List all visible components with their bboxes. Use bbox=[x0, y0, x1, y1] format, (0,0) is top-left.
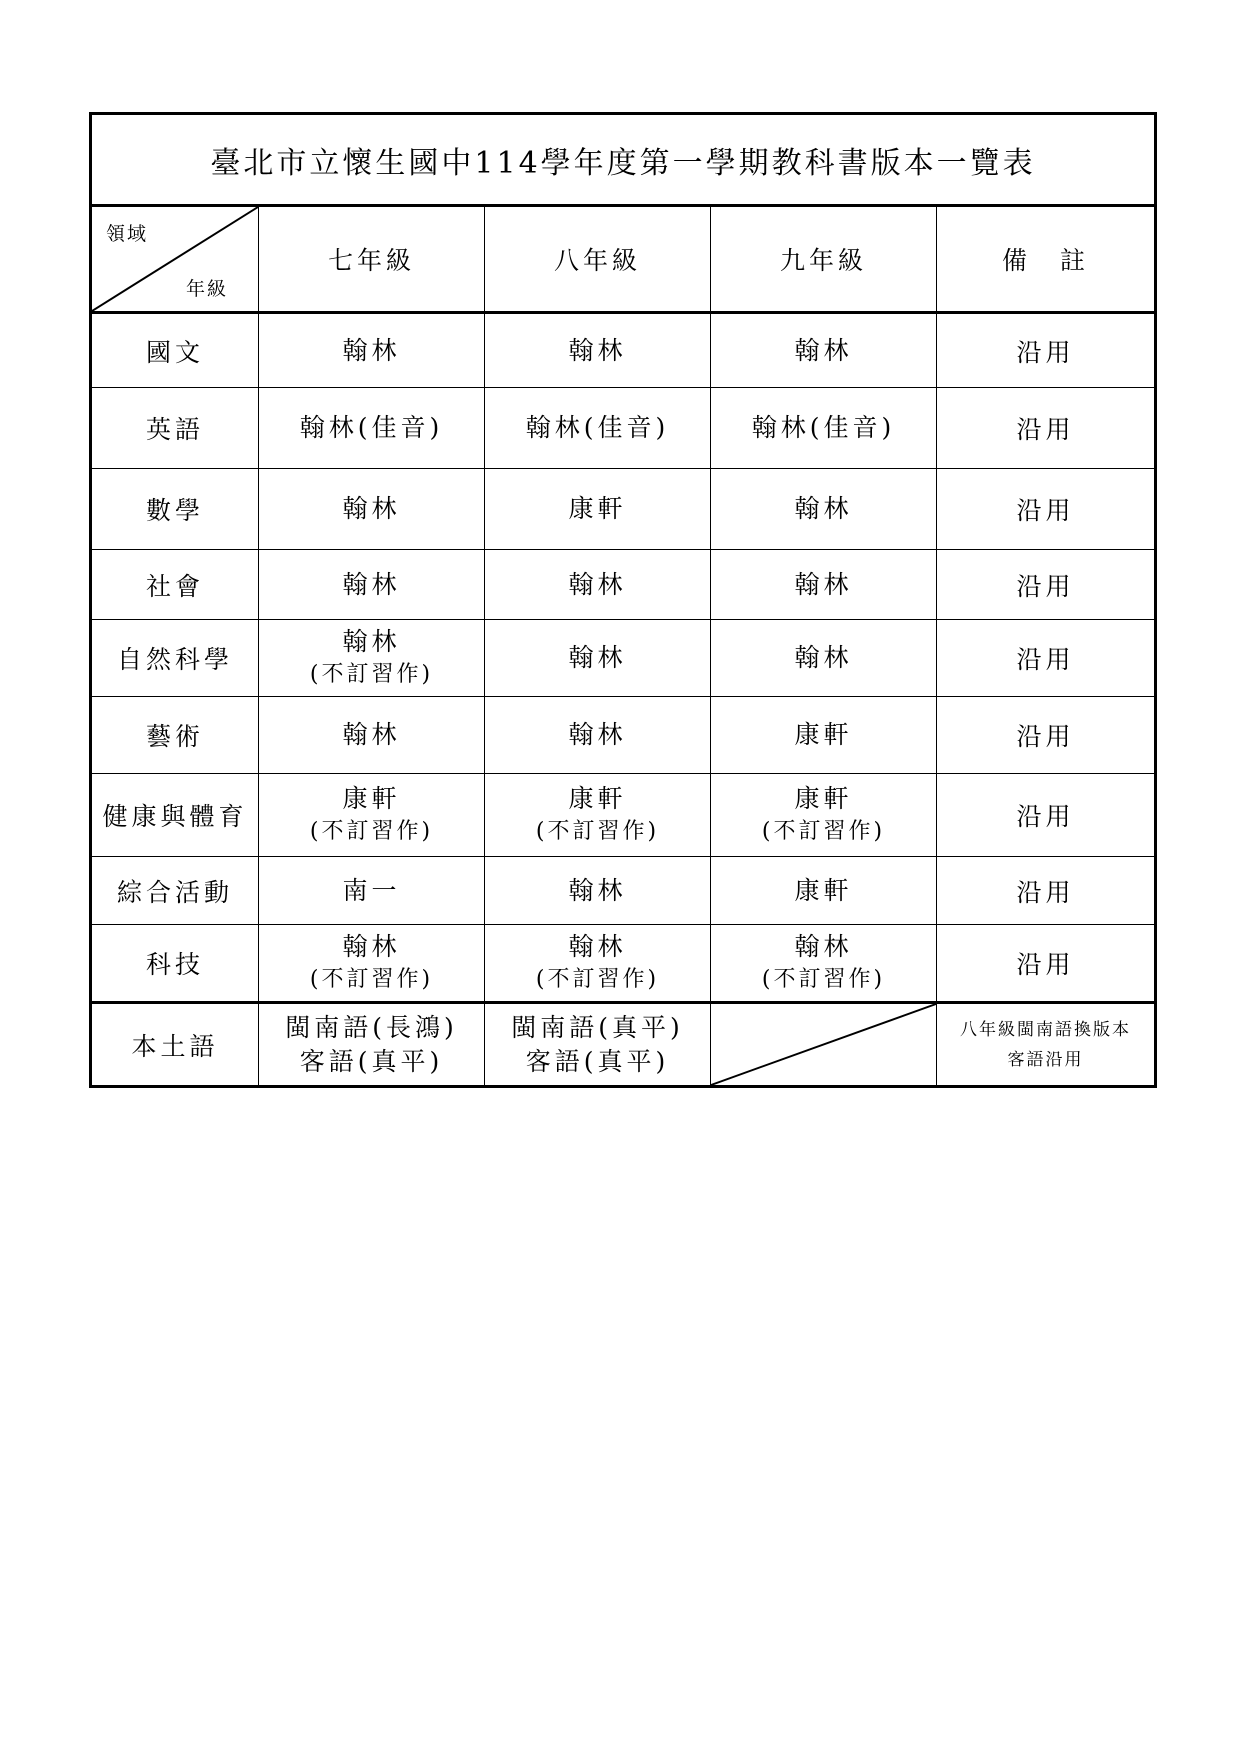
version-cell-g9 bbox=[711, 388, 937, 469]
table-row bbox=[91, 697, 1156, 774]
publisher-name: 翰林 bbox=[794, 569, 853, 599]
table-row bbox=[91, 313, 1156, 388]
empty-cell-grade-9 bbox=[711, 1003, 937, 1087]
header-grade-8: 八年級 bbox=[485, 206, 711, 313]
version-cell-g9 bbox=[711, 925, 937, 1003]
version-cell-g8 bbox=[485, 469, 711, 550]
table-row bbox=[91, 857, 1156, 925]
publisher-remark: (不訂習作) bbox=[535, 967, 660, 992]
subject-cell: 國文 bbox=[91, 313, 259, 388]
table-row bbox=[91, 388, 1156, 469]
version-cell-g8 bbox=[485, 620, 711, 697]
corner-label-grade: 年級 bbox=[185, 278, 228, 300]
header-grade-9: 九年級 bbox=[711, 206, 937, 313]
subject-cell: 數學 bbox=[91, 469, 259, 550]
publisher-name: 翰林(佳音) bbox=[751, 413, 896, 442]
note-cell: 沿用 bbox=[937, 469, 1156, 550]
table-row bbox=[91, 550, 1156, 620]
version-cell-g7 bbox=[259, 857, 485, 925]
publisher-name: 客語(真平) bbox=[525, 1046, 670, 1076]
publisher-name: 康軒 bbox=[794, 720, 853, 749]
publisher-remark: (不訂習作) bbox=[309, 662, 434, 687]
page-title: 臺北市立懷生國中114學年度第一學期教科書版本一覽表 bbox=[91, 114, 1156, 206]
version-cell-g7 bbox=[259, 620, 485, 697]
publisher-name: 翰林(佳音) bbox=[299, 413, 444, 442]
publisher-name: 翰林 bbox=[568, 643, 627, 672]
publisher-name: 翰林 bbox=[342, 932, 401, 961]
version-cell-g7 bbox=[259, 550, 485, 620]
publisher-name: 客語(真平) bbox=[299, 1046, 444, 1076]
table-row bbox=[91, 620, 1156, 697]
publisher-remark: (不訂習作) bbox=[309, 967, 434, 992]
version-cell-g8 bbox=[485, 1003, 711, 1087]
table-row bbox=[91, 925, 1156, 1003]
note-cell: 沿用 bbox=[937, 697, 1156, 774]
version-cell-g9 bbox=[711, 313, 937, 388]
note-cell: 沿用 bbox=[937, 620, 1156, 697]
version-cell-g7 bbox=[259, 697, 485, 774]
publisher-name: 閩南語(長鴻) bbox=[285, 1012, 458, 1042]
corner-header-cell bbox=[91, 206, 259, 313]
version-cell-g7 bbox=[259, 925, 485, 1003]
subject-cell: 綜合活動 bbox=[91, 857, 259, 925]
publisher-name: 翰林 bbox=[568, 875, 627, 905]
header-notes: 備 註 bbox=[937, 206, 1156, 313]
version-cell-g8 bbox=[485, 774, 711, 857]
note-cell: 沿用 bbox=[937, 550, 1156, 620]
publisher-remark: (不訂習作) bbox=[761, 967, 886, 992]
publisher-name: 康軒 bbox=[794, 875, 853, 905]
publisher-name: 翰林 bbox=[568, 932, 627, 961]
publisher-name: 南一 bbox=[342, 875, 401, 905]
publisher-name: 翰林 bbox=[342, 569, 401, 599]
note-cell: 沿用 bbox=[937, 388, 1156, 469]
note-cell bbox=[937, 1003, 1156, 1087]
publisher-name: 翰林 bbox=[342, 494, 401, 523]
subject-cell: 英語 bbox=[91, 388, 259, 469]
publisher-name: 康軒 bbox=[794, 784, 853, 813]
version-cell-g7 bbox=[259, 388, 485, 469]
version-cell-g8 bbox=[485, 550, 711, 620]
version-cell-g9 bbox=[711, 774, 937, 857]
publisher-name: 翰林 bbox=[342, 720, 401, 749]
subject-cell: 自然科學 bbox=[91, 620, 259, 697]
publisher-name: 翰林(佳音) bbox=[525, 413, 670, 442]
note-line: 八年級閩南語換版本 bbox=[960, 1019, 1132, 1040]
publisher-name: 閩南語(真平) bbox=[511, 1012, 684, 1042]
version-cell-g9 bbox=[711, 697, 937, 774]
publisher-name: 康軒 bbox=[568, 784, 627, 813]
note-line: 客語沿用 bbox=[1007, 1049, 1084, 1070]
corner-label-domain: 領域 bbox=[106, 223, 149, 245]
textbook-version-table bbox=[89, 112, 1157, 1088]
header-grade-7: 七年級 bbox=[259, 206, 485, 313]
subject-cell: 健康與體育 bbox=[91, 774, 259, 857]
publisher-name: 翰林 bbox=[342, 627, 401, 656]
table-row-native-language bbox=[91, 1003, 1156, 1087]
publisher-name: 康軒 bbox=[342, 784, 401, 813]
subject-cell: 藝術 bbox=[91, 697, 259, 774]
version-cell-g7 bbox=[259, 1003, 485, 1087]
version-cell-g8 bbox=[485, 857, 711, 925]
subject-cell: 本土語 bbox=[91, 1003, 259, 1087]
version-cell-g7 bbox=[259, 313, 485, 388]
publisher-name: 翰林 bbox=[794, 643, 853, 672]
version-cell-g7 bbox=[259, 774, 485, 857]
version-cell-g8 bbox=[485, 388, 711, 469]
version-cell-g9 bbox=[711, 469, 937, 550]
subject-cell: 科技 bbox=[91, 925, 259, 1003]
publisher-name: 翰林 bbox=[794, 932, 853, 961]
publisher-name: 翰林 bbox=[794, 335, 853, 365]
publisher-name: 翰林 bbox=[568, 335, 627, 365]
version-cell-g9 bbox=[711, 620, 937, 697]
empty-cell-diagonal-line bbox=[711, 1004, 936, 1085]
version-cell-g8 bbox=[485, 313, 711, 388]
publisher-remark: (不訂習作) bbox=[309, 819, 434, 844]
version-cell-g9 bbox=[711, 857, 937, 925]
version-cell-g9 bbox=[711, 550, 937, 620]
publisher-remark: (不訂習作) bbox=[535, 819, 660, 844]
publisher-name: 翰林 bbox=[568, 569, 627, 599]
publisher-name: 翰林 bbox=[342, 335, 401, 365]
publisher-name: 康軒 bbox=[568, 494, 627, 523]
table-row bbox=[91, 774, 1156, 857]
note-cell: 沿用 bbox=[937, 313, 1156, 388]
version-cell-g7 bbox=[259, 469, 485, 550]
version-cell-g8 bbox=[485, 925, 711, 1003]
note-cell: 沿用 bbox=[937, 857, 1156, 925]
version-cell-g8 bbox=[485, 697, 711, 774]
note-cell: 沿用 bbox=[937, 774, 1156, 857]
subject-cell: 社會 bbox=[91, 550, 259, 620]
table-row bbox=[91, 469, 1156, 550]
publisher-name: 翰林 bbox=[794, 494, 853, 523]
publisher-name: 翰林 bbox=[568, 720, 627, 749]
publisher-remark: (不訂習作) bbox=[761, 819, 886, 844]
note-cell: 沿用 bbox=[937, 925, 1156, 1003]
